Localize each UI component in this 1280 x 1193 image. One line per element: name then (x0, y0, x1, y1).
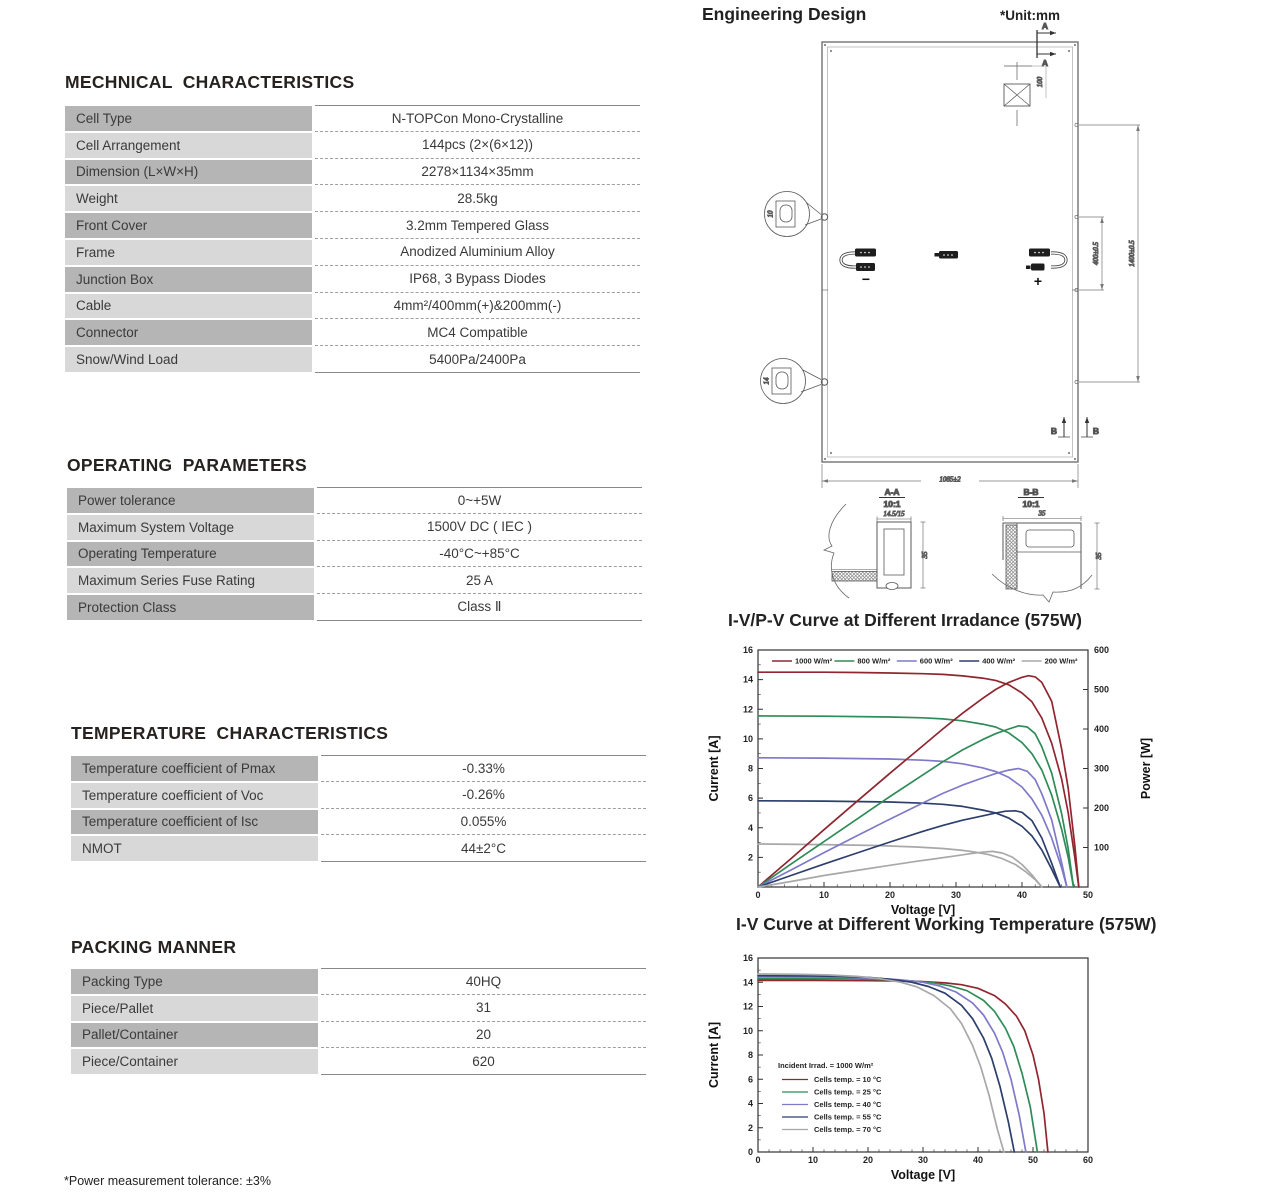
row-label: Cable (65, 293, 312, 320)
table-row (65, 293, 640, 320)
y-tick-label: 2 (747, 1122, 753, 1133)
dim-1400: 1400±0.5 (1128, 240, 1136, 267)
row-label: Weight (65, 185, 312, 212)
iv-pv-chart-title: I-V/P-V Curve at Different Irradance (575W) (728, 610, 1082, 630)
connector-middle (935, 251, 959, 259)
row-value: 25 A (317, 567, 642, 594)
table-row (67, 567, 642, 594)
table-temperature (71, 755, 646, 862)
table-row (71, 782, 646, 809)
x-tick-label: 50 (1027, 1155, 1039, 1165)
row-value: 40HQ (321, 968, 646, 995)
row-value: -0.26% (321, 782, 646, 809)
row-value: 28.5kg (315, 185, 640, 212)
row-label: Cell Arrangement (65, 132, 312, 159)
dim-1085: 1085±2 (939, 475, 961, 484)
y2-tick-label: 100 (1094, 842, 1110, 853)
row-label: Front Cover (65, 212, 312, 239)
row-label: Power tolerance (67, 487, 314, 514)
legend-label: Cells temp. = 25 °C (814, 1087, 882, 1097)
table-row (65, 319, 640, 346)
y-tick-label: 2 (747, 852, 753, 863)
row-label: Operating Temperature (67, 541, 314, 568)
aa-dim-height: 35 (921, 551, 929, 559)
aa-profile (824, 504, 926, 598)
y-tick-label: 10 (742, 733, 753, 744)
row-label: Snow/Wind Load (65, 346, 312, 373)
row-value: 4mm²/400mm(+)&200mm(-) (315, 293, 640, 320)
y-tick-label: 10 (742, 1025, 753, 1036)
section-title-temperature: TEMPERATURE CHARACTERISTICS (71, 723, 389, 743)
row-value: IP68, 3 Bypass Diodes (315, 266, 640, 293)
y-axis-label: Current [A] (707, 735, 721, 802)
x-tick-label: 20 (884, 890, 896, 900)
detail-dim-14: 14 (762, 377, 771, 385)
row-label: Connector (65, 319, 312, 346)
bb-label: B-B (1023, 487, 1039, 497)
bb-dim-top: 35 (1038, 509, 1046, 518)
section-a-label: A (1041, 58, 1049, 68)
row-label: Packing Type (71, 968, 318, 995)
series-P-V 1000 W/m² (758, 676, 1079, 887)
y-tick-label: 4 (747, 822, 753, 833)
row-value: 44±2°C (321, 835, 646, 862)
row-label: Piece/Container (71, 1048, 318, 1075)
legend-label: Cells temp. = 10 °C (814, 1075, 882, 1084)
x-tick-label: 60 (1082, 1155, 1094, 1165)
aa-dim-top: 14.5/15 (883, 510, 905, 518)
row-label: Maximum System Voltage (67, 514, 314, 541)
row-label: Frame (65, 239, 312, 266)
row-label: Pallet/Container (71, 1022, 318, 1049)
bb-profile (992, 516, 1100, 602)
row-label: Dimension (L×W×H) (65, 159, 312, 186)
detail-dim-10: 10 (766, 210, 775, 218)
y-tick-label: 14 (742, 674, 753, 685)
unit-note: *Unit:mm (1000, 8, 1060, 23)
y-tick-label: 16 (742, 645, 753, 655)
section-a-label: A (1041, 21, 1049, 31)
table-row (71, 809, 646, 836)
legend-label: 800 W/m² (857, 656, 891, 666)
row-label: Piece/Pallet (71, 995, 318, 1022)
x-axis-label: Voltage [V] (890, 1168, 956, 1182)
x-tick-label: 0 (755, 890, 761, 900)
table-row (65, 159, 640, 186)
row-label: Protection Class (67, 594, 314, 621)
x-axis-label: Voltage [V] (890, 903, 956, 917)
row-value: N-TOPCon Mono-Crystalline (315, 105, 640, 132)
table-row (65, 185, 640, 212)
table-row (67, 514, 642, 541)
iv-temperature-curve-chart (698, 948, 1198, 1193)
y2-tick-label: 600 (1094, 645, 1110, 655)
row-label: NMOT (71, 835, 318, 862)
row-value: 144pcs (2×(6×12)) (315, 132, 640, 159)
table-row (65, 132, 640, 159)
x-tick-label: 20 (862, 1155, 874, 1165)
y-tick-label: 12 (742, 1001, 753, 1012)
cable-positive (1026, 249, 1066, 271)
y-axis-label: Current [A] (707, 1022, 721, 1088)
y2-tick-label: 500 (1094, 684, 1110, 695)
row-label: Temperature coefficient of Voc (71, 782, 318, 809)
bb-dim-height: 35 (1095, 552, 1103, 560)
aa-scale: 10:1 (883, 499, 901, 509)
row-value: Class Ⅱ (317, 594, 642, 621)
table-row (71, 968, 646, 995)
y-tick-label: 6 (747, 1074, 753, 1085)
y2-axis-label: Power [W] (1139, 737, 1153, 800)
row-value: 5400Pa/2400Pa (315, 346, 640, 373)
legend-label: 200 W/m² (1044, 656, 1078, 666)
engineering-drawing (690, 21, 1220, 608)
row-value: 1500V DC ( IEC ) (317, 514, 642, 541)
legend-label: Cells temp. = 40 °C (814, 1100, 882, 1109)
legend-label: 600 W/m² (919, 656, 953, 666)
dim-400: 400±0.5 (1092, 241, 1100, 266)
row-label: Maximum Series Fuse Rating (67, 567, 314, 594)
power-tolerance-footnote: *Power measurement tolerance: ±3% (64, 1174, 271, 1188)
section-a-marks (1037, 30, 1056, 58)
table-row (67, 594, 642, 621)
x-tick-label: 30 (917, 1155, 929, 1165)
y-tick-label: 6 (747, 793, 753, 804)
row-value: Anodized Aluminium Alloy (315, 239, 640, 266)
plot-frame (758, 958, 1088, 1152)
plot-frame (758, 650, 1088, 887)
table-row (71, 755, 646, 782)
row-label: Junction Box (65, 266, 312, 293)
table-row (67, 541, 642, 568)
row-value: 0~+5W (317, 487, 642, 514)
y-tick-label: 0 (747, 1147, 753, 1157)
row-value: 0.055% (321, 809, 646, 836)
table-row (71, 835, 646, 862)
legend-label: Cells temp. = 70 °C (814, 1125, 882, 1134)
dim-100: 100 (1036, 76, 1044, 88)
row-value: 20 (321, 1022, 646, 1049)
y2-tick-label: 300 (1094, 763, 1110, 774)
table-row (65, 212, 640, 239)
y-tick-label: 12 (742, 704, 753, 715)
iv-temp-chart-title: I-V Curve at Different Working Temperature (575W) (736, 914, 1157, 934)
row-value: 31 (321, 995, 646, 1022)
x-tick-label: 30 (950, 890, 962, 900)
row-value: 620 (321, 1048, 646, 1075)
x-tick-label: 10 (807, 1155, 819, 1165)
row-value: -40°C~+85°C (317, 541, 642, 568)
table-row (71, 1048, 646, 1075)
row-label: Cell Type (65, 105, 312, 132)
table-row (65, 346, 640, 373)
x-tick-label: 50 (1082, 890, 1094, 900)
y-tick-label: 8 (747, 763, 753, 774)
iv-pv-curve-chart (698, 642, 1198, 918)
table-operating (67, 487, 642, 621)
table-mechanical (65, 105, 640, 373)
table-row (65, 266, 640, 293)
legend-header: Incident Irrad. = 1000 W/m² (778, 1061, 874, 1070)
row-value: 3.2mm Tempered Glass (315, 212, 640, 239)
cable-negative (841, 249, 876, 272)
y-tick-label: 4 (747, 1098, 753, 1109)
x-tick-label: 40 (972, 1155, 984, 1165)
section-b-label: B (1092, 426, 1100, 436)
table-row (71, 1022, 646, 1049)
bb-scale: 10:1 (1022, 499, 1040, 509)
aa-label: A-A (884, 487, 900, 497)
legend-label: Cells temp. = 55 °C (814, 1112, 882, 1122)
table-row (65, 239, 640, 266)
section-b-marks (1058, 417, 1093, 437)
section-title-operating: OPERATING PARAMETERS (67, 455, 307, 475)
section-b-label: B (1050, 426, 1058, 436)
section-title-mechanical: MECHNICAL CHARACTERISTICS (65, 72, 355, 92)
table-packing (71, 968, 646, 1075)
plus-polarity-label: + (1033, 273, 1043, 289)
table-row (71, 995, 646, 1022)
row-value: -0.33% (321, 755, 646, 782)
row-value: MC4 Compatible (315, 319, 640, 346)
section-title-packing: PACKING MANNER (71, 937, 237, 957)
row-label: Temperature coefficient of Pmax (71, 755, 318, 782)
minus-polarity-label: − (861, 271, 871, 287)
x-tick-label: 40 (1016, 890, 1028, 900)
x-tick-label: 10 (818, 890, 830, 900)
x-tick-label: 0 (755, 1155, 761, 1165)
table-row (65, 105, 640, 132)
legend-label: 400 W/m² (982, 656, 1016, 666)
engineering-design-title: Engineering Design (702, 4, 867, 24)
row-value: 2278×1134×35mm (315, 159, 640, 186)
row-label: Temperature coefficient of Isc (71, 809, 318, 836)
y2-tick-label: 400 (1094, 724, 1110, 734)
y-tick-label: 14 (742, 977, 753, 988)
y2-tick-label: 200 (1094, 803, 1110, 813)
table-row (67, 487, 642, 514)
y-tick-label: 8 (747, 1050, 753, 1060)
legend-label: 1000 W/m² (795, 656, 833, 666)
junction-box (1004, 62, 1046, 126)
y-tick-label: 16 (742, 953, 753, 963)
